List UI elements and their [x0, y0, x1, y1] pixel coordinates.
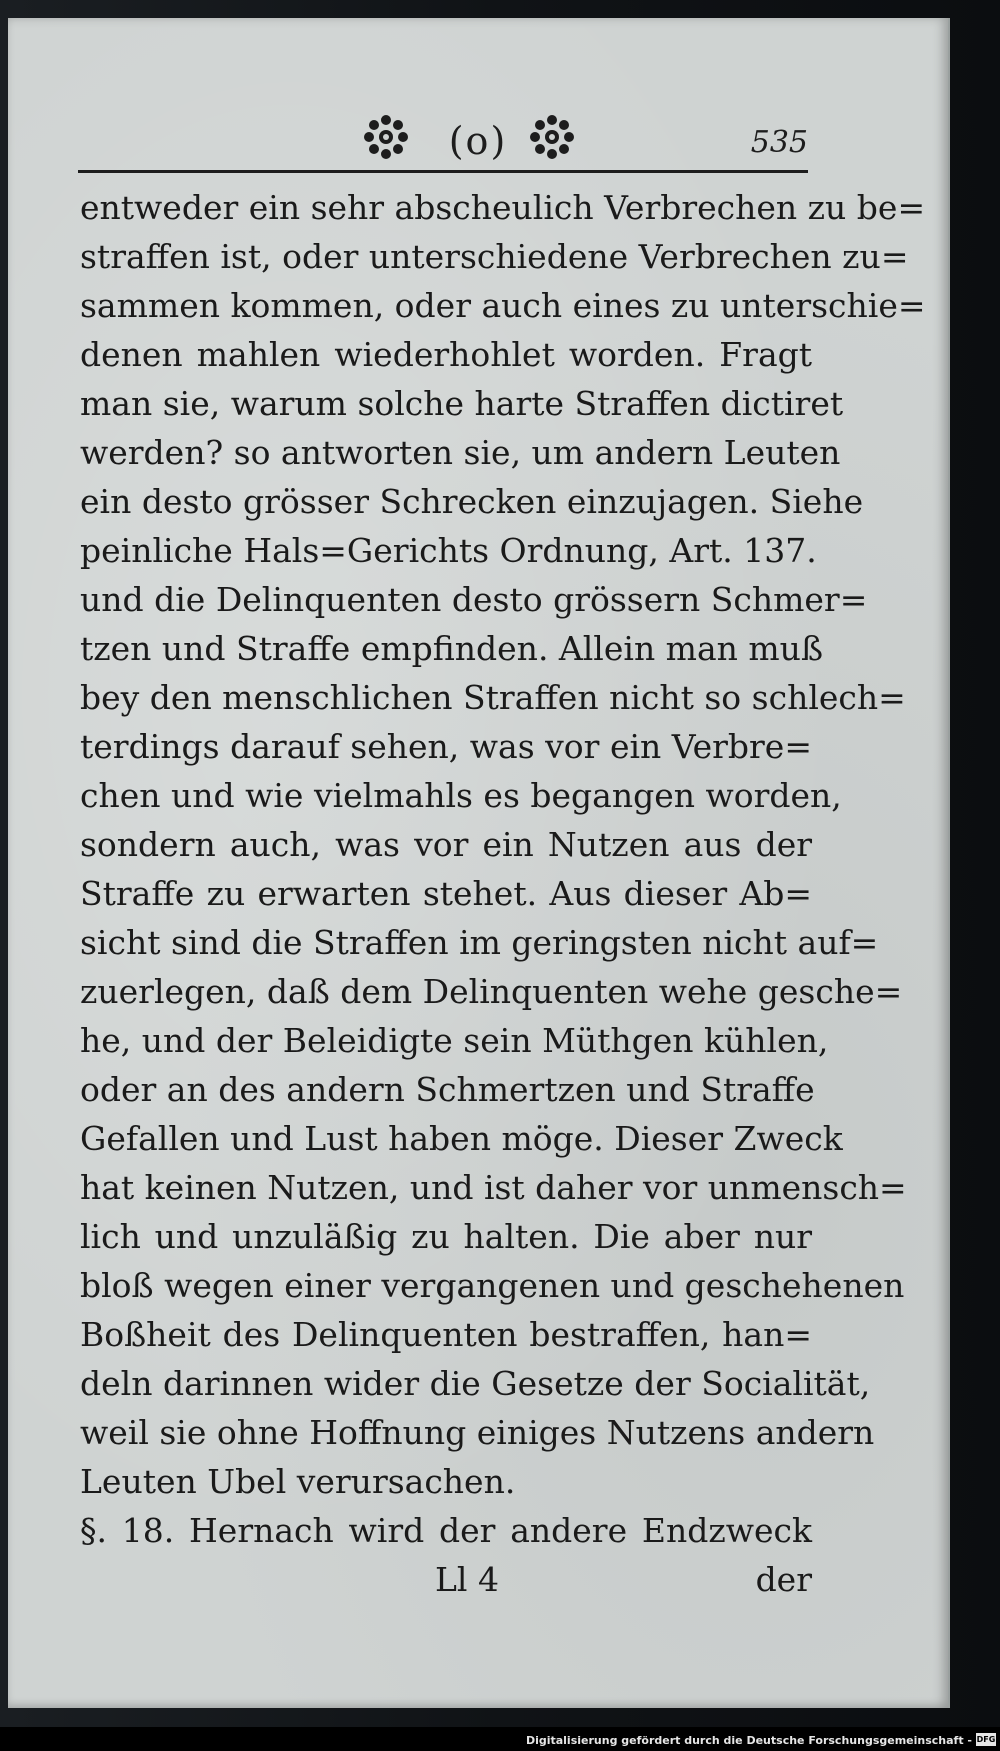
- signature-mark: Ll 4: [435, 1560, 499, 1599]
- text-line: sicht sind die Straffen im geringsten nicht auf=: [80, 923, 879, 962]
- text-line: lich und unzuläßig zu halten. Die aber nur: [80, 1217, 812, 1256]
- text-line: sammen kommen, oder auch eines zu unterschie=: [80, 286, 926, 325]
- body-text: [80, 183, 926, 1555]
- text-line: peinliche Hals=Gerichts Ordnung, Art. 137.: [80, 531, 817, 570]
- flower-ornament-icon: [528, 113, 576, 161]
- text-line: Gefallen und Lust haben möge. Dieser Zweck: [80, 1119, 843, 1158]
- text-line: deln darinnen wider die Gesetze der Socialität,: [80, 1364, 871, 1403]
- text-line: oder an des andern Schmertzen und Straffe: [80, 1070, 815, 1109]
- header-rule: [78, 170, 808, 173]
- header-mark: (o): [448, 119, 508, 163]
- credit-text: Digitalisierung gefördert durch die Deutsche Forschungsgemeinschaft -: [525, 1734, 972, 1747]
- text-line: straffen ist, oder unterschiedene Verbrechen zu=: [80, 237, 909, 276]
- dfg-logo-icon: DFG: [976, 1735, 996, 1744]
- section-line: §. 18. Hernach wird der andere Endzweck: [80, 1511, 812, 1550]
- text-line: entweder ein sehr abscheulich Verbrechen zu be=: [80, 188, 926, 227]
- text-line: zuerlegen, daß dem Delinquenten wehe gesche=: [80, 972, 903, 1011]
- page-number: 535: [750, 125, 808, 160]
- text-line: ein desto grösser Schrecken einzujagen. Siehe: [80, 482, 864, 521]
- text-line: bloß wegen einer vergangenen und geschehenen: [80, 1266, 905, 1305]
- text-line: chen und wie vielmahls es begangen worden,: [80, 776, 842, 815]
- text-line: denen mahlen wiederhohlet worden. Fragt: [80, 335, 812, 374]
- text-line: sondern auch, was vor ein Nutzen aus der: [80, 825, 812, 864]
- text-line: Boßheit des Delinquenten bestraffen, han=: [80, 1315, 812, 1354]
- text-line: und die Delinquenten desto grössern Schmer=: [80, 580, 868, 619]
- catchword: der: [755, 1560, 812, 1599]
- text-line: Straffe zu erwarten stehet. Aus dieser Ab=: [80, 874, 812, 913]
- text-line: he, und der Beleidigte sein Müthgen kühlen,: [80, 1021, 829, 1060]
- text-line: tzen und Straffe empfinden. Allein man muß: [80, 629, 823, 668]
- book-page: [8, 18, 950, 1708]
- page-footer: [80, 1560, 812, 1610]
- text-line: bey den menschlichen Straffen nicht so schlech=: [80, 678, 906, 717]
- text-line: hat keinen Nutzen, und ist daher vor unmensch=: [80, 1168, 907, 1207]
- text-line: werden? so antworten sie, um andern Leuten: [80, 433, 841, 472]
- flower-ornament-icon: [362, 113, 410, 161]
- text-line: Leuten Ubel verursachen.: [80, 1462, 516, 1501]
- text-line: weil sie ohne Hoffnung einiges Nutzens andern: [80, 1413, 875, 1452]
- credit-bar: [0, 1727, 1000, 1751]
- text-line: terdings darauf sehen, was vor ein Verbre=: [80, 727, 812, 766]
- text-line: man sie, warum solche harte Straffen dictiret: [80, 384, 844, 423]
- page-header: [78, 113, 808, 177]
